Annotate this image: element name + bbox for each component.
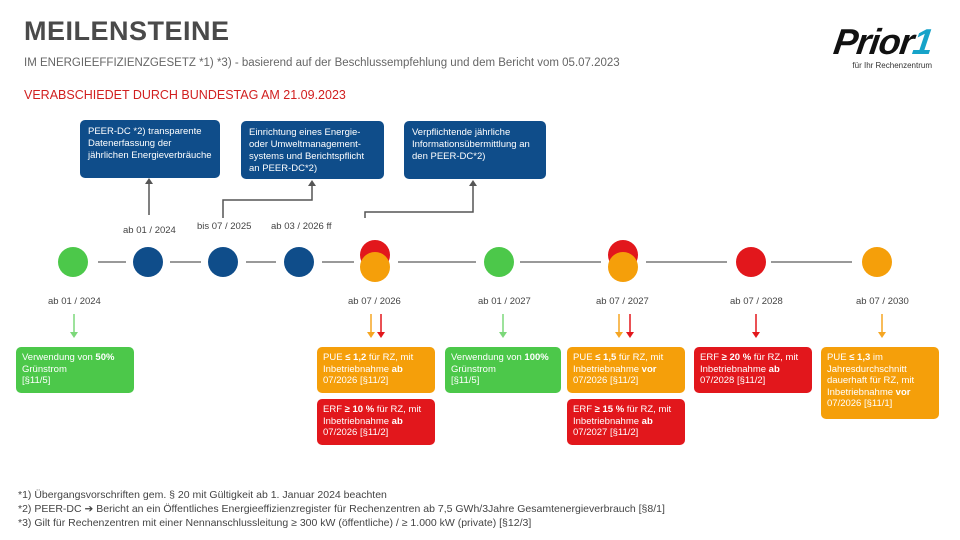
arrowhead-orange: [367, 332, 375, 338]
requirement-erf-15: ERF ≥ 15 % für RZ, mit Inbetriebnahme ab 07/2027 [§11/2]: [567, 399, 685, 445]
passed-notice: VERABSCHIEDET DURCH BUNDESTAG AM 21.09.2023: [24, 88, 346, 102]
logo-number: 1: [910, 21, 935, 62]
milestone-circle-blue: [133, 247, 163, 277]
logo-tagline: für Ihr Rechenzentrum: [852, 61, 932, 70]
connector-management: [223, 183, 312, 218]
footnote-3: *3) Gilt für Rechenzentren mit einer Nennanschlussleitung ≥ 300 kW (öffentliche) / ≥ 1.000 kW (private) [§12/3]: [18, 517, 532, 529]
milestone-circle-green: [484, 247, 514, 277]
date-label-upper: bis 07 / 2025: [197, 221, 252, 232]
date-label-lower: ab 07 / 2030: [856, 296, 909, 307]
arrowhead-green: [499, 332, 507, 338]
arrowhead-orange: [878, 332, 886, 338]
requirement-pue-13: PUE ≤ 1,3 im Jahresdurchschnitt dauerhaft für RZ, mit Inbetriebnahme vor 07/2026 [§11/1]: [821, 347, 939, 419]
date-label-upper: ab 01 / 2024: [123, 225, 176, 236]
connector-information: [365, 183, 473, 218]
milestone-circle-blue: [284, 247, 314, 277]
date-label-lower: ab 01 / 2024: [48, 296, 101, 307]
milestone-circle-orange: [862, 247, 892, 277]
date-label-lower: ab 07 / 2028: [730, 296, 783, 307]
arrowhead-red: [752, 332, 760, 338]
date-label-lower: ab 01 / 2027: [478, 296, 531, 307]
milestone-box-peer-dc: PEER-DC *2) transparente Datenerfassung der jährlichen Energieverbräuche: [80, 120, 220, 178]
milestone-circle-blue: [208, 247, 238, 277]
milestone-circle-orange: [360, 252, 390, 282]
footnote-2: *2) PEER-DC ➔ Bericht an ein Öffentliches Energieeffizienzregister für Rechenzentren ab 7,5 GWh/3Jahre Gesamtenergieverbrauch [§8/1]: [18, 503, 665, 515]
milestone-circle-green: [58, 247, 88, 277]
page-title: MEILENSTEINE: [24, 16, 230, 46]
requirement-pue-15: PUE ≤ 1,5 für RZ, mit Inbetriebnahme vor 07/2026 [§11/2]: [567, 347, 685, 393]
arrowhead-information: [469, 180, 477, 186]
requirement-erf-20: ERF ≥ 20 % für RZ, mit Inbetriebnahme ab 07/2028 [§11/2]: [694, 347, 812, 393]
date-label-lower: ab 07 / 2027: [596, 296, 649, 307]
requirement-green-100: Verwendung von 100% Grünstrom [§11/5]: [445, 347, 561, 393]
requirement-pue-12: PUE ≤ 1,2 für RZ, mit Inbetriebnahme ab 07/2026 [§11/2]: [317, 347, 435, 393]
arrowhead-red: [377, 332, 385, 338]
requirement-green-50: Verwendung von 50% Grünstrom [§11/5]: [16, 347, 134, 393]
milestone-box-management-system: Einrichtung eines Energie- oder Umweltmanagement-systems und Berichtspflicht an PEER-DC*2): [241, 121, 384, 179]
footnote-1: *1) Übergangsvorschriften gem. § 20 mit Gültigkeit ab 1. Januar 2024 beachten: [18, 489, 387, 501]
arrowhead-green: [70, 332, 78, 338]
arrowhead-management: [308, 180, 316, 186]
logo-name: Prior: [831, 21, 916, 62]
milestone-circle-red: [736, 247, 766, 277]
date-label-lower: ab 07 / 2026: [348, 296, 401, 307]
milestone-box-information-transfer: Verpflichtende jährliche Informationsübermittlung an den PEER-DC*2): [404, 121, 546, 179]
page-subtitle: IM ENERGIEEFFIZIENZGESETZ *1) *3) - basierend auf der Beschlussempfehlung und dem Bericht vom 05.07.2023: [24, 57, 620, 69]
arrowhead-orange: [615, 332, 623, 338]
requirement-erf-10: ERF ≥ 10 % für RZ, mit Inbetriebnahme ab 07/2026 [§11/2]: [317, 399, 435, 445]
milestone-circle-orange: [608, 252, 638, 282]
arrowhead-peer-dc: [145, 178, 153, 184]
arrowhead-red: [626, 332, 634, 338]
date-label-upper: ab 03 / 2026 ff: [271, 221, 332, 232]
